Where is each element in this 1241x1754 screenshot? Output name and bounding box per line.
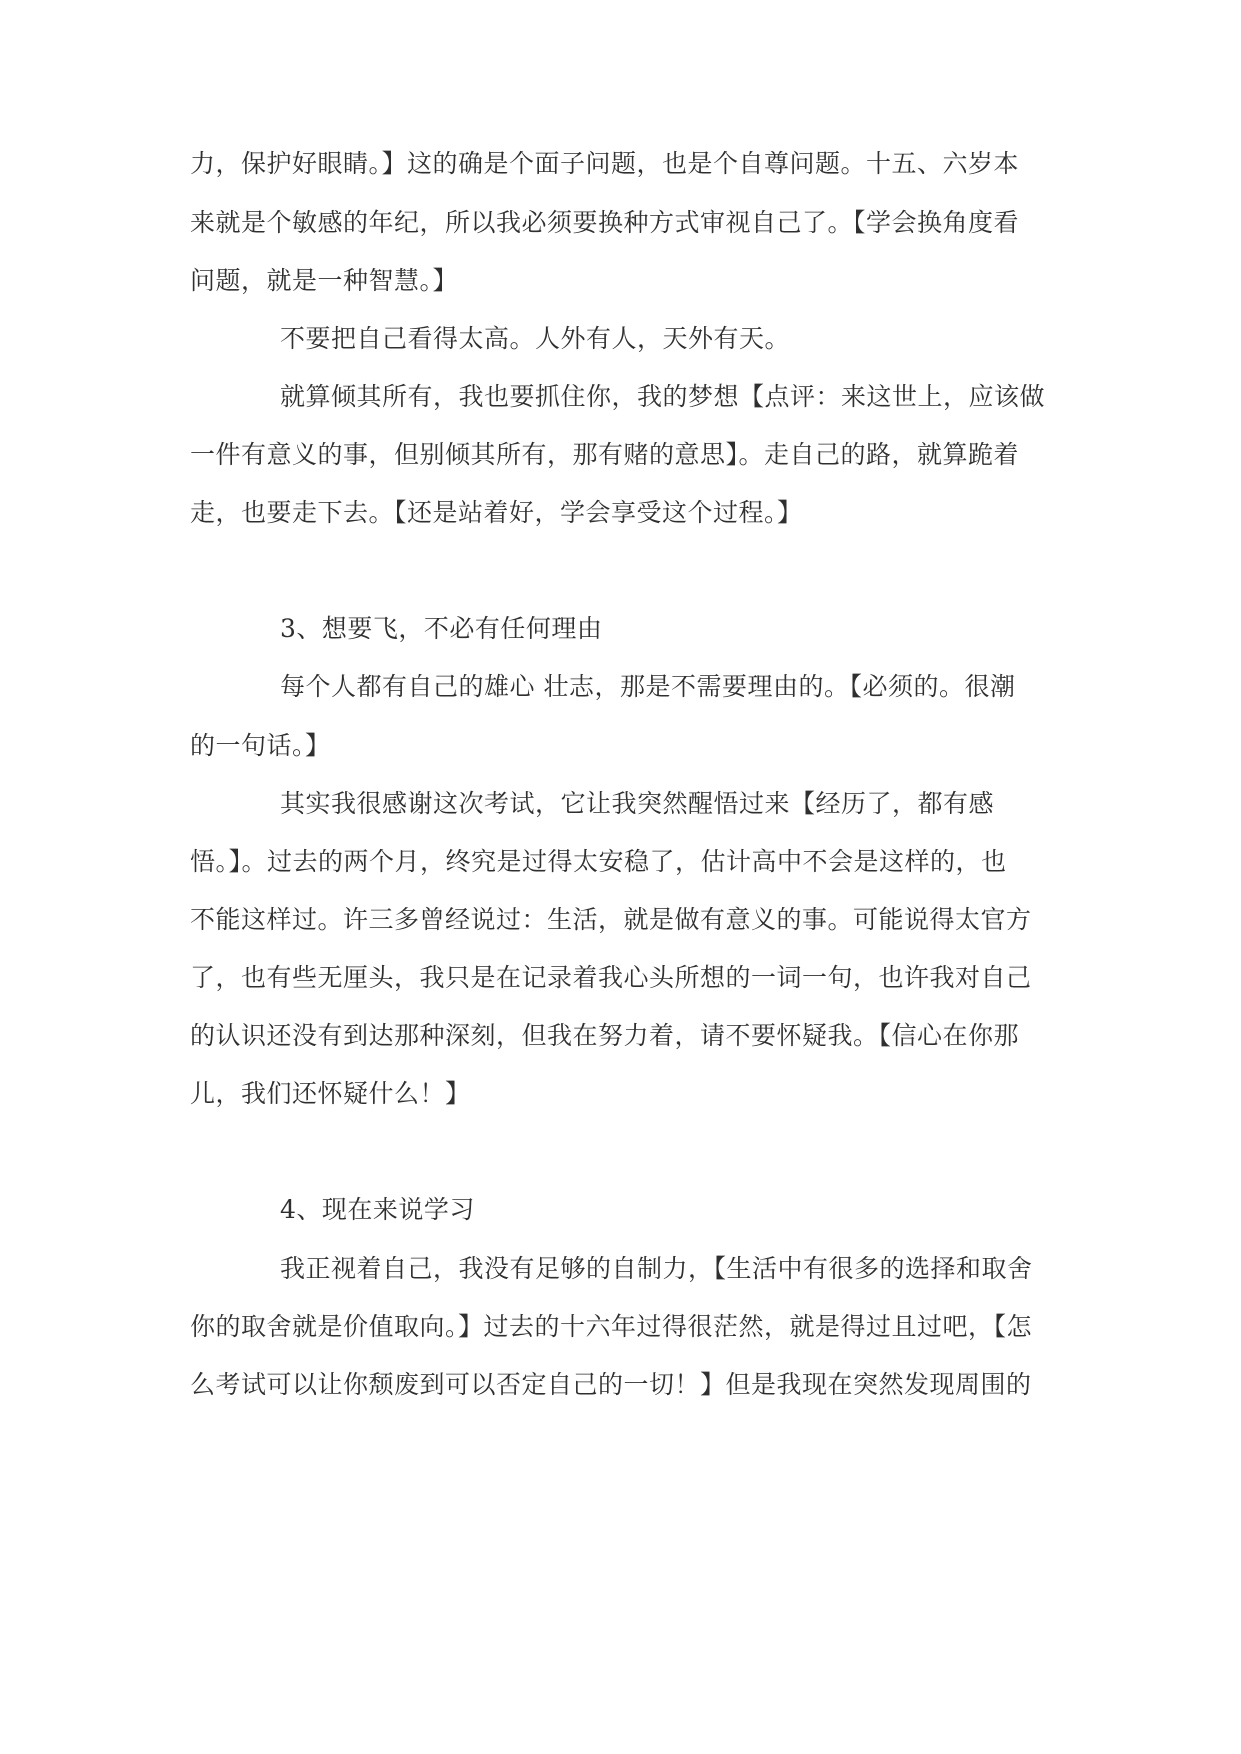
section-heading: 3、想要飞，不必有任何理由 (280, 614, 603, 643)
text-line: 你的取舍就是价值取向。】过去的十六年过得很茫然，就是得过且过吧，【怎 (190, 1312, 1033, 1341)
text-line: 悟。】。过去的两个月，终究是过得太安稳了，估计高中不会是这样的，也 (190, 847, 1007, 876)
text-line: 力，保护好眼睛。】这的确是个面子问题，也是个自尊问题。十五、六岁本 (190, 149, 1020, 178)
paragraph-start: 我正视着自己，我没有足够的自制力，【生活中有很多的选择和取舍 (280, 1254, 1033, 1283)
text-line: 了，也有些无厘头，我只是在记录着我心头所想的一词一句，也许我对自己 (190, 963, 1032, 992)
text-line: 的认识还没有到达那种深刻，但我在努力着，请不要怀疑我。【信心在你那 (190, 1021, 1020, 1050)
text-line: 来就是个敏感的年纪，所以我必须要换种方式审视自己了。【学会换角度看 (190, 208, 1020, 237)
text-line: 一件有意义的事，但别倾其所有，那有赌的意思】。走自己的路，就算跪着 (190, 440, 1020, 469)
text-line: 儿，我们还怀疑什么！】 (190, 1079, 471, 1108)
paragraph-start: 就算倾其所有，我也要抓住你，我的梦想【点评：来这世上，应该做 (280, 382, 1046, 411)
text-line: 的一句话。】 (190, 731, 331, 760)
paragraph-start: 每个人都有自己的雄心 壮志，那是不需要理由的。【必须的。很潮 (280, 672, 1016, 701)
section-heading: 4、现在来说学习 (280, 1195, 475, 1224)
text-line: 问题，就是一种智慧。】 (190, 266, 459, 295)
text-line: 不能这样过。许三多曾经说过：生活，就是做有意义的事。可能说得太官方 (190, 905, 1032, 934)
paragraph-start: 其实我很感谢这次考试，它让我突然醒悟过来【经历了，都有感 (280, 789, 995, 818)
text-line: 么考试可以让你颓废到可以否定自己的一切！】但是我现在突然发现周围的 (190, 1370, 1032, 1399)
text-line: 走，也要走下去。【还是站着好，学会享受这个过程。】 (190, 498, 803, 527)
paragraph-start: 不要把自己看得太高。人外有人，天外有天。 (280, 324, 791, 353)
